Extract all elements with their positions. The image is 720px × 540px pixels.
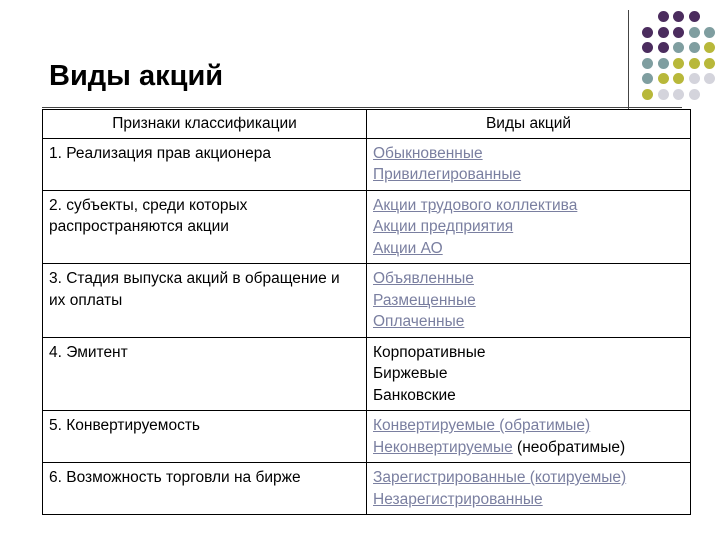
type-link[interactable]: Зарегистрированные (котируемые)	[373, 469, 627, 486]
type-link[interactable]: Размещенные	[373, 291, 476, 309]
type-text: Биржевые	[373, 365, 448, 382]
type-link[interactable]: Объявленные	[373, 270, 474, 287]
type-mixed-line	[373, 437, 684, 459]
decor-dot	[642, 27, 653, 38]
types-cell	[367, 190, 691, 264]
types-cell	[367, 138, 691, 190]
table-row	[43, 264, 691, 338]
classification-table	[42, 109, 691, 515]
header-criteria: Признаки классификации	[43, 110, 367, 139]
types-cell	[367, 264, 691, 338]
header-types: Виды акций	[367, 110, 691, 139]
decor-dot	[658, 89, 669, 100]
decor-dot	[642, 58, 653, 69]
decor-dot	[704, 73, 715, 84]
decor-dot	[642, 73, 653, 84]
decor-dot	[689, 73, 700, 84]
table-row	[43, 337, 691, 411]
type-link[interactable]: Обыкновенные	[373, 144, 483, 162]
decor-dot	[658, 73, 669, 84]
table-header-row	[43, 110, 691, 139]
decor-dot	[673, 42, 684, 53]
decor-dot	[658, 58, 669, 69]
type-link[interactable]: Акции трудового коллектива	[373, 196, 578, 214]
type-link[interactable]: Конвертируемые (обратимые)	[373, 417, 591, 434]
criterion-cell: 5. Конвертируемость	[43, 411, 367, 463]
type-link[interactable]: Привилегированные	[373, 166, 522, 183]
types-cell	[367, 463, 691, 515]
decor-dot	[704, 58, 715, 69]
decor-dot	[658, 42, 669, 53]
decor-dot	[673, 11, 684, 22]
decor-dot	[689, 58, 700, 69]
type-link[interactable]: Акции предприятия	[373, 218, 514, 235]
type-link[interactable]: Акции АО	[373, 239, 443, 257]
type-text: (необратимые)	[512, 438, 626, 456]
criterion-cell: 2. субъекты, среди которых распространяются акции	[43, 190, 367, 264]
decor-dot	[689, 11, 700, 22]
decor-dot	[689, 27, 700, 38]
criterion-cell: 6. Возможность торговли на бирже	[43, 463, 367, 515]
decor-dot	[704, 27, 715, 38]
table-row	[43, 463, 691, 515]
type-text: Банковские	[373, 386, 456, 404]
decor-dot	[704, 42, 715, 53]
table-row	[43, 190, 691, 264]
decor-dot	[642, 42, 653, 53]
decor-dot	[642, 89, 653, 100]
table-row	[43, 411, 691, 463]
decor-dot	[658, 11, 669, 22]
type-text: Корпоративные	[373, 343, 486, 361]
decor-dot	[689, 42, 700, 53]
type-link[interactable]: Незарегистрированные	[373, 490, 543, 508]
type-link[interactable]: Неконвертируемые	[373, 438, 513, 456]
page-title: Виды акций	[49, 60, 224, 92]
decor-dot	[689, 89, 700, 100]
decor-horizontal-line	[42, 107, 682, 108]
decor-dot	[673, 27, 684, 38]
types-cell	[367, 411, 691, 463]
types-cell	[367, 337, 691, 411]
table-row	[43, 138, 691, 190]
decor-dot	[673, 58, 684, 69]
criterion-cell: 3. Стадия выпуска акций в обращение и их оплаты	[43, 264, 367, 338]
criterion-cell: 1. Реализация прав акционера	[43, 138, 367, 190]
criterion-cell: 4. Эмитент	[43, 337, 367, 411]
decor-dot	[673, 89, 684, 100]
decor-dot	[658, 27, 669, 38]
type-link[interactable]: Оплаченные	[373, 313, 465, 330]
decor-dot	[673, 73, 684, 84]
decor-vertical-line	[628, 10, 629, 110]
